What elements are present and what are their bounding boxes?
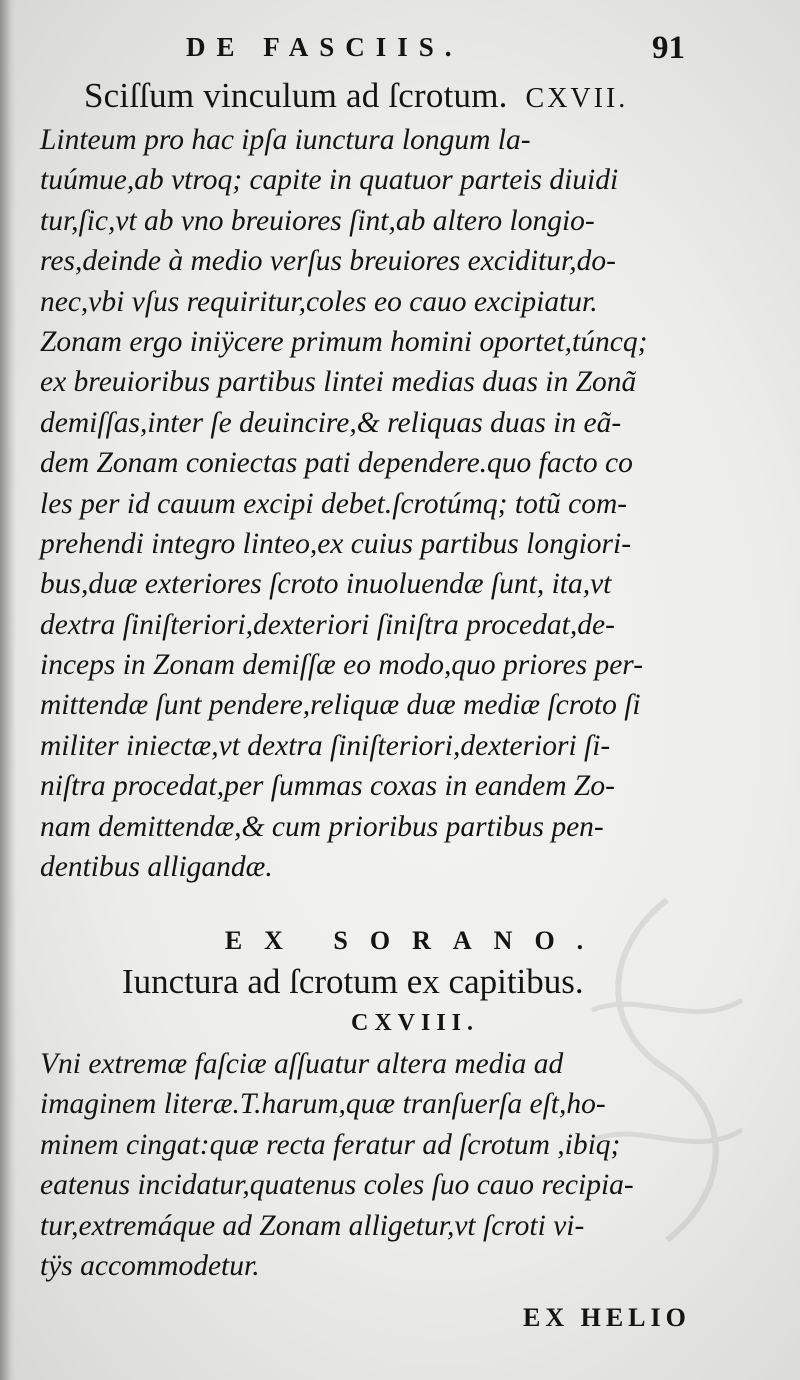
text-line: tur,ſic,vt ab vno breuiores ſint,ab altero longio-: [40, 204, 595, 237]
text-line: bus,duæ exteriores ſcroto inuoluendæ ſunt, ita,vt: [40, 568, 612, 601]
text-line: demiſſas,inter ſe deuincire,& reliquas duas in eã-: [40, 406, 622, 439]
section-1-heading: [84, 76, 628, 116]
text-line: tÿs accommodetur.: [40, 1249, 260, 1282]
text-line: mittendæ ſunt pendere,reliquæ duæ mediæ ſcroto ſi: [40, 689, 641, 722]
text-line: tur,extremáque ad Zonam alligetur,vt ſcroti vi-: [40, 1209, 585, 1242]
text-line: nec,vbi vſus requiritur,coles eo cauo excipiatur.: [40, 285, 598, 318]
text-line: dentibus alligandæ.: [40, 851, 273, 884]
section-1-heading-number: CXVII.: [525, 83, 629, 114]
text-line: dem Zonam coniectas pati dependere.quo facto co: [40, 447, 633, 480]
section-2-heading: Iunctura ad ſcrotum ex capitibus.: [122, 962, 584, 1001]
text-line: dextra ſiniſteriori,dexteriori ſiniſtra procedat,de-: [40, 608, 615, 641]
section-1-heading-text: Sciſſum vinculum ad ſcrotum.: [84, 76, 508, 115]
section-1-body: [40, 120, 740, 887]
text-line: Linteum pro hac ipſa iunctura longum la-: [40, 124, 531, 156]
text-line: prehendi integro linteo,ex cuius partibus longiori-: [40, 527, 632, 560]
text-line: nam demittendæ,& cum prioribus partibus pen-: [40, 810, 604, 843]
running-head: [0, 30, 800, 70]
text-line: minem cingat:quæ recta feratur ad ſcrotum ,ibiq;: [40, 1128, 621, 1161]
text-line: les per id cauum excipi debet.ſcrotúmq; totũ com-: [40, 487, 628, 520]
section-2-heading-number: CXVIII.: [350, 1010, 479, 1036]
text-line: ex breuioribus partibus lintei medias duas in Zonã: [40, 366, 637, 399]
text-line: res,deinde à medio verſus breuiores exciditur,do-: [40, 245, 616, 278]
source-label: EX SORANO.: [224, 926, 606, 955]
text-line: militer iniectæ,vt dextra ſiniſteriori,dexteriori ſi-: [40, 729, 611, 762]
text-line: Vni extremæ faſciæ aſſuatur altera media ad: [40, 1048, 564, 1080]
catchword: EX HELIO: [523, 1303, 691, 1332]
text-line: inceps in Zonam demiſſæ eo modo,quo priores per-: [40, 649, 644, 682]
text-line: tuúmue,ab vtroq; capite in quatuor parteis diuidi: [40, 164, 619, 197]
page-number: 91: [652, 30, 685, 66]
text-line: eatenus incidatur,quatenus coles ſuo cauo recipia-: [40, 1169, 634, 1202]
binding-gutter: [0, 0, 16, 1380]
running-title: DE FASCIIS.: [186, 32, 463, 62]
text-line: imaginem literæ.T.harum,quæ tranſuerſa eſt,ho-: [40, 1088, 606, 1121]
text-line: niſtra procedat,per ſummas coxas in eandem Zo-: [40, 770, 615, 803]
section-2-body: [40, 1044, 740, 1286]
text-line: Zonam ergo iniÿcere primum homini oportet,túncq;: [40, 325, 648, 358]
